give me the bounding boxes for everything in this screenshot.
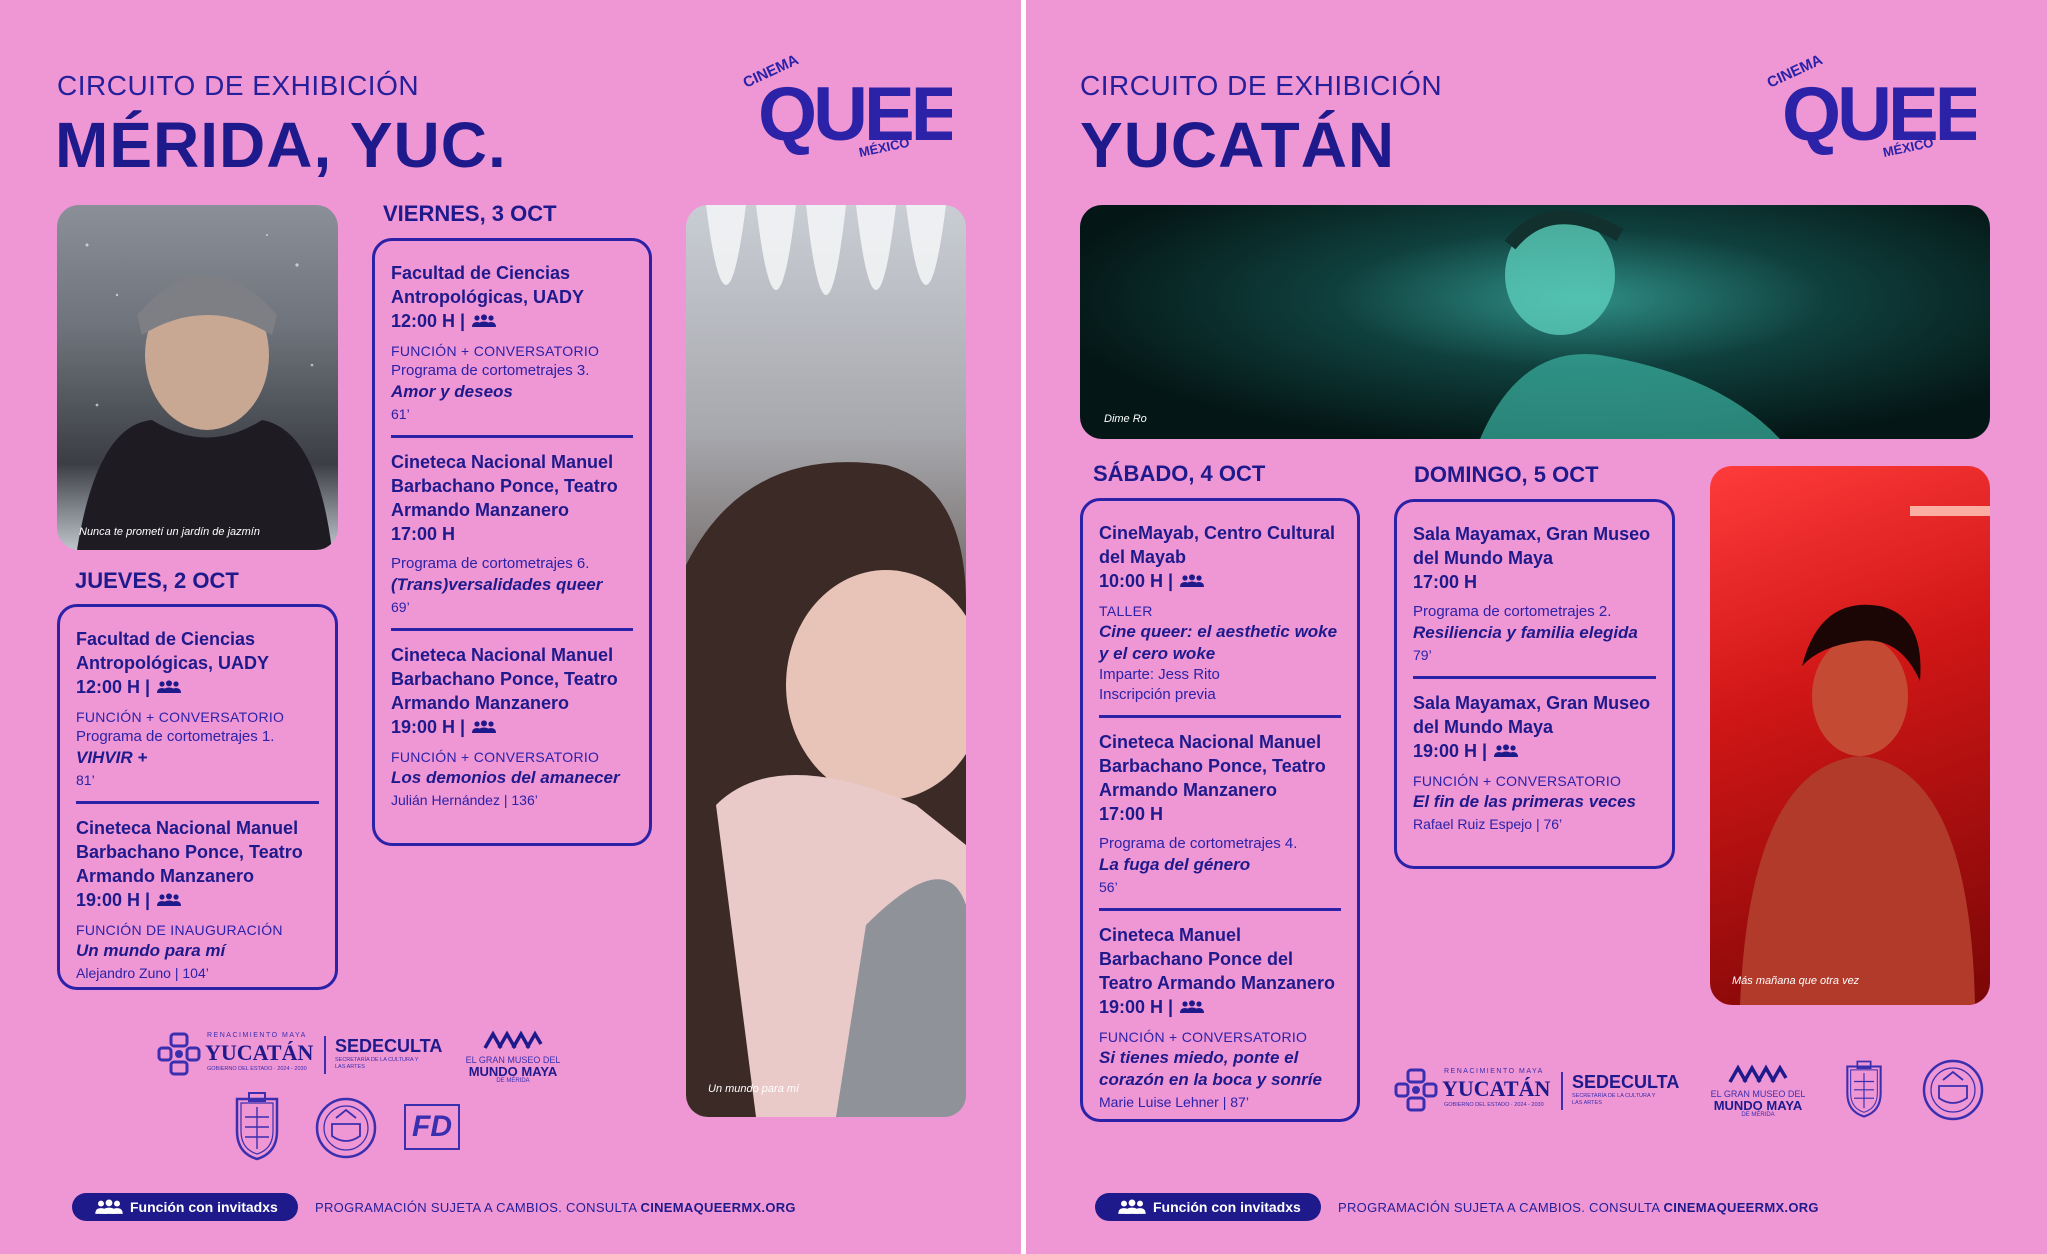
- time: 17:00 H: [391, 524, 456, 544]
- guests-icon: [156, 680, 182, 694]
- program: Programa de cortometrajes 4.: [1099, 835, 1298, 852]
- film-still-dime-ro: [1080, 205, 1990, 439]
- event-type: FUNCIÓN + CONVERSATORIO: [391, 749, 600, 765]
- event: [76, 801, 319, 994]
- event: [1099, 908, 1341, 1123]
- logo-cinema-text: CINEMA: [742, 51, 802, 92]
- divider: [1561, 1072, 1563, 1110]
- venue: Cineteca Nacional Manuel Barbachano Ponce, Teatro Armando Manzanero: [391, 645, 618, 713]
- time: 12:00 H |: [76, 675, 319, 699]
- time: 10:00 H |: [1099, 569, 1341, 593]
- photo-caption: Un mundo para mí: [708, 1083, 800, 1095]
- event: [1099, 715, 1341, 908]
- guests-legend-pill: Función con invitadxs: [72, 1193, 298, 1221]
- program: Programa de cortometrajes 3.: [391, 362, 590, 379]
- event-type: TALLER: [1099, 603, 1153, 619]
- day-heading: JUEVES, 2 OCT: [75, 568, 239, 593]
- poster-subtitle: CIRCUITO DE EXHIBICIÓN: [1080, 70, 1443, 101]
- guests-icon: [156, 893, 182, 907]
- poster-subtitle: CIRCUITO DE EXHIBICIÓN: [57, 70, 420, 101]
- film-title: (Trans)versalidades queer: [391, 575, 603, 594]
- registration-note: Inscripción previa: [1099, 686, 1216, 703]
- film-title: El fin de las primeras veces: [1413, 792, 1637, 811]
- duration: 56’: [1099, 879, 1118, 895]
- duration: 79’: [1413, 647, 1432, 663]
- venue: Sala Mayamax, Gran Museo del Mundo Maya: [1413, 524, 1651, 568]
- event-type: FUNCIÓN + CONVERSATORIO: [391, 343, 600, 359]
- instructor: Imparte: Jess Rito: [1099, 666, 1220, 683]
- logo-queer-text: QUEE: [758, 72, 952, 157]
- venue: Cineteca Nacional Manuel Barbachano Ponce, Teatro Armando Manzanero: [391, 452, 618, 520]
- museo-icon: [1728, 1064, 1788, 1084]
- film-title: Si tienes miedo, ponte el corazón en la boca y sonríe: [1099, 1048, 1322, 1089]
- guests-icon: [1179, 574, 1205, 588]
- film-title: VIHVIR +: [76, 748, 148, 767]
- photo-caption: Nunca te prometí un jardín de jazmín: [79, 526, 260, 538]
- venue: CineMayab, Centro Cultural del Mayab: [1099, 523, 1336, 567]
- yucatan-government-logo: RENACIMIENTO MAYA YUCATÁN GOBIERNO DEL ESTADO · 2024 - 2030: [1394, 1068, 1554, 1112]
- venue: Facultad de Ciencias Antropológicas, UADY: [76, 629, 270, 673]
- poster-title: YUCATÁN: [1080, 109, 1396, 181]
- logo-cinema-text: CINEMA: [1766, 51, 1826, 92]
- day-heading: VIERNES, 3 OCT: [383, 201, 557, 226]
- duration: Rafael Ruiz Espejo | 76’: [1413, 816, 1563, 832]
- guests-icon: [471, 720, 497, 734]
- program: Programa de cortometrajes 2.: [1413, 603, 1612, 620]
- film-title: Los demonios del amanecer: [391, 768, 620, 787]
- duration: 81’: [76, 772, 95, 788]
- schedule-box-jueves: [57, 604, 338, 990]
- film-title: Resiliencia y familia elegida: [1413, 623, 1638, 642]
- event: [1413, 676, 1656, 845]
- event: [391, 255, 633, 435]
- time: 17:00 H: [1099, 804, 1164, 824]
- footer-notice: PROGRAMACIÓN SUJETA A CAMBIOS. CONSULTA CINEMAQUEERMX.ORG: [315, 1200, 796, 1215]
- time: 19:00 H |: [76, 888, 319, 912]
- photo-caption: Más mañana que otra vez: [1732, 975, 1860, 987]
- duration: 61’: [391, 406, 410, 422]
- poster-yucatan: [1026, 0, 2047, 1254]
- event-type: FUNCIÓN DE INAUGURACIÓN: [76, 922, 283, 938]
- poster-merida: [0, 0, 1021, 1254]
- event-type: FUNCIÓN + CONVERSATORIO: [76, 709, 285, 725]
- film-title: La fuga del género: [1099, 855, 1251, 874]
- guests-legend-pill: Función con invitadxs: [1095, 1193, 1321, 1221]
- program: Programa de cortometrajes 1.: [76, 728, 275, 745]
- guests-icon: [94, 1199, 124, 1215]
- duration: Julián Hernández | 136’: [391, 792, 538, 808]
- film-still-mas-manana: [1710, 466, 1990, 1005]
- film-title: Amor y deseos: [391, 382, 513, 401]
- website-link[interactable]: CINEMAQUEERMX.ORG: [640, 1200, 796, 1215]
- event-type: FUNCIÓN + CONVERSATORIO: [1413, 773, 1622, 789]
- duration: Marie Luise Lehner | 87’: [1099, 1094, 1249, 1110]
- event: [391, 628, 633, 821]
- time: 19:00 H |: [391, 715, 633, 739]
- event: [1099, 515, 1341, 715]
- crest-icon: [1839, 1054, 1889, 1124]
- time: 17:00 H: [1413, 572, 1478, 592]
- event: [76, 621, 319, 801]
- event-type: FUNCIÓN + CONVERSATORIO: [1099, 1029, 1308, 1045]
- gran-museo-logo: EL GRAN MUSEO DEL MUNDO MAYA DE MÉRIDA: [463, 1030, 563, 1084]
- logo-mexico-text: MÉXICO: [1881, 134, 1935, 160]
- venue: Cineteca Nacional Manuel Barbachano Ponce, Teatro Armando Manzanero: [1099, 732, 1326, 800]
- guests-icon: [471, 314, 497, 328]
- yucatan-government-logo: RENACIMIENTO MAYA YUCATÁN GOBIERNO DEL ESTADO · 2024 - 2030: [157, 1032, 317, 1076]
- sedeculta-logo: SEDECULTA SECRETARÍA DE LA CULTURA Y LAS ARTES: [1572, 1072, 1680, 1106]
- program: Programa de cortometrajes 6.: [391, 555, 590, 572]
- schedule-box-domingo: [1394, 499, 1675, 869]
- event: [391, 435, 633, 628]
- divider: [324, 1036, 326, 1074]
- logo-queer-text: QUEE: [1782, 72, 1976, 157]
- schedule-box-sabado: [1080, 498, 1360, 1122]
- cinema-queer-logo: [742, 50, 952, 160]
- website-link[interactable]: CINEMAQUEERMX.ORG: [1663, 1200, 1819, 1215]
- seal-icon: [1921, 1058, 1985, 1122]
- guests-icon: [1179, 1000, 1205, 1014]
- day-heading: SÁBADO, 4 OCT: [1093, 461, 1266, 486]
- film-still-jazmin: [57, 205, 338, 550]
- guests-icon: [1493, 744, 1519, 758]
- guests-icon: [1117, 1199, 1147, 1215]
- crest-icon: [227, 1090, 287, 1162]
- time: 19:00 H |: [1099, 995, 1341, 1019]
- museo-icon: [483, 1030, 543, 1050]
- film-title: Un mundo para mí: [76, 941, 226, 960]
- poster-title: MÉRIDA, YUC.: [55, 109, 507, 181]
- yucatan-knot-icon: [1394, 1068, 1438, 1112]
- footer-notice: PROGRAMACIÓN SUJETA A CAMBIOS. CONSULTA CINEMAQUEERMX.ORG: [1338, 1200, 1819, 1215]
- venue: Sala Mayamax, Gran Museo del Mundo Maya: [1413, 693, 1651, 737]
- logo-mexico-text: MÉXICO: [857, 134, 911, 160]
- cinema-queer-logo: [1766, 50, 1976, 160]
- photo-caption: Dime Ro: [1104, 413, 1147, 425]
- film-title: Cine queer: el aesthetic woke y el cero woke: [1099, 622, 1338, 663]
- yucatan-knot-icon: [157, 1032, 201, 1076]
- fd-logo: FD: [404, 1104, 460, 1150]
- gran-museo-logo: EL GRAN MUSEO DEL MUNDO MAYA DE MÉRIDA: [1708, 1064, 1808, 1118]
- film-still-un-mundo: [686, 205, 966, 1117]
- venue: Cineteca Manuel Barbachano Ponce del Teatro Armando Manzanero: [1099, 925, 1336, 993]
- venue: Cineteca Nacional Manuel Barbachano Ponce, Teatro Armando Manzanero: [76, 818, 303, 886]
- seal-icon: [314, 1096, 378, 1160]
- venue: Facultad de Ciencias Antropológicas, UADY: [391, 263, 585, 307]
- day-heading: DOMINGO, 5 OCT: [1414, 462, 1599, 487]
- time: 19:00 H |: [1413, 739, 1656, 763]
- sedeculta-logo: SEDECULTA SECRETARÍA DE LA CULTURA Y LAS ARTES: [335, 1036, 443, 1070]
- time: 12:00 H |: [391, 309, 633, 333]
- schedule-box-viernes: [372, 238, 652, 846]
- event: [1413, 516, 1656, 676]
- duration: 69’: [391, 599, 410, 615]
- duration: Alejandro Zuno | 104’: [76, 965, 209, 981]
